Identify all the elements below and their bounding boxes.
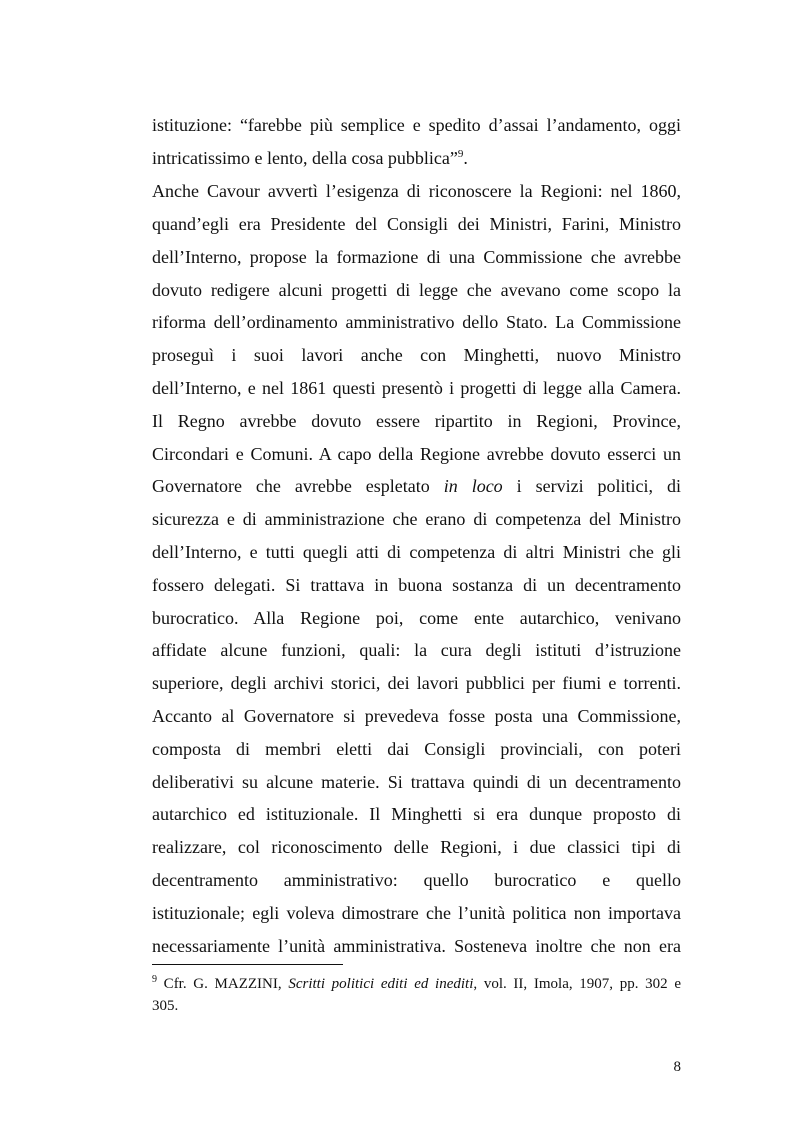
body-line: fossero delegati. Si trattava in buona sostanza di un decentramento xyxy=(152,575,681,595)
body-line: deliberativi su alcune materie. Si trattava quindi di un decentramento xyxy=(152,772,681,792)
footnote-text: Cfr. G. MAZZINI, xyxy=(157,976,289,992)
body-line: burocratico. Alla Regione poi, come ente autarchico, venivano xyxy=(152,608,681,628)
body-line: autarchico ed istituzionale. Il Minghetti si era dunque proposto di xyxy=(152,804,681,824)
footnote-text: , vol. II, Imola, 1907, pp. 302 e xyxy=(473,976,681,992)
body-line: affidate alcune funzioni, quali: la cura degli istituti d’istruzione xyxy=(152,640,681,660)
footnote-number: 9 xyxy=(152,974,157,985)
body-line: sicurezza e di amministrazione che erano di competenza del Ministro xyxy=(152,509,681,529)
body-line: dell’Interno, e nel 1861 questi presentò i progetti di legge alla Camera. xyxy=(152,378,681,398)
body-line: istituzionale; egli voleva dimostrare che l’unità politica non importava xyxy=(152,903,681,923)
body-line: Il Regno avrebbe dovuto essere ripartito in Regioni, Province, xyxy=(152,411,681,431)
body-line: quand’egli era Presidente del Consigli dei Ministri, Farini, Ministro xyxy=(152,214,681,234)
body-text: Governatore che avrebbe espletato xyxy=(152,476,430,496)
body-line: dell’Interno, propose la formazione di una Commissione che avrebbe xyxy=(152,247,681,267)
body-line: necessariamente l’unità amministrativa. Sosteneva inoltre che non era xyxy=(152,936,681,956)
body-line xyxy=(152,146,681,170)
body-line: riforma dell’ordinamento amministrativo dello Stato. La Commissione xyxy=(152,312,681,332)
body-line: Anche Cavour avvertì l’esigenza di riconoscere la Regioni: nel 1860, xyxy=(152,181,681,201)
footnote-line: 305. xyxy=(152,998,179,1014)
body-line: Accanto al Governatore si prevedeva fosse posta una Commissione, xyxy=(152,706,681,726)
page-number: 8 xyxy=(673,1059,681,1075)
body-line: superiore, degli archivi storici, dei lavori pubblici per fiumi e torrenti. xyxy=(152,673,681,693)
italic-phrase: in loco xyxy=(443,476,503,496)
body-line: proseguì i suoi lavori anche con Minghetti, nuovo Ministro xyxy=(152,345,681,365)
body-line: Circondari e Comuni. A capo della Regione avrebbe dovuto esserci un xyxy=(152,444,681,464)
body-text: i servizi politici, di xyxy=(516,476,682,496)
footnote-separator xyxy=(152,964,343,965)
body-line: composta di membri eletti dai Consigli provinciali, con poteri xyxy=(152,739,681,759)
body-line: istituzione: “farebbe più semplice e spedito d’assai l’andamento, oggi xyxy=(152,115,681,135)
footnote-reference[interactable]: 9 xyxy=(457,148,464,160)
body-line: decentramento amministrativo: quello burocratico e quello xyxy=(152,870,681,890)
body-line xyxy=(152,474,681,498)
body-line: dovuto redigere alcuni progetti di legge che avevano come scopo la xyxy=(152,280,681,300)
body-line: dell’Interno, e tutti quegli atti di competenza di altri Ministri che gli xyxy=(152,542,681,562)
footnote-line xyxy=(152,974,681,994)
body-text: intricatissimo e lento, della cosa pubblica” xyxy=(152,148,458,168)
footnote-title: Scritti politici editi ed inediti xyxy=(288,976,474,992)
body-line: realizzare, col riconoscimento delle Regioni, i due classici tipi di xyxy=(152,837,681,857)
body-text: . xyxy=(463,148,468,168)
